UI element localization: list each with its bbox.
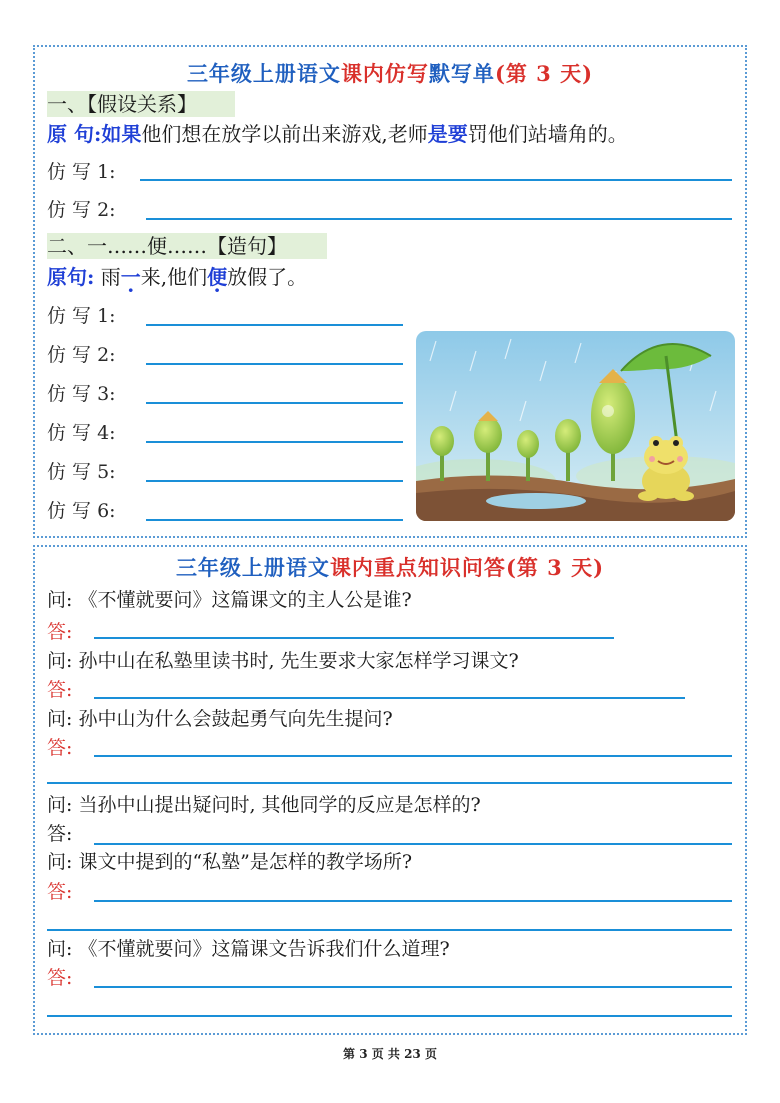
write-label: 仿 写 6: bbox=[47, 500, 116, 522]
heading-yi-bian: 二、一……便……【造句】 bbox=[47, 233, 327, 259]
answer-line[interactable] bbox=[94, 900, 732, 902]
write-label: 仿 写 2: bbox=[47, 199, 116, 221]
write-label: 仿 写 1: bbox=[47, 161, 116, 183]
write-label: 仿 写 1: bbox=[47, 305, 116, 327]
answer-label: 答: bbox=[47, 679, 73, 701]
section2-title: 三年级上册语文课内重点知识问答(第 3 天) bbox=[175, 555, 605, 580]
write-label: 仿 写 5: bbox=[47, 461, 116, 483]
answer-line[interactable] bbox=[146, 519, 403, 521]
section1-title: 三年级上册语文课内仿写默写单(第 3 天) bbox=[186, 61, 594, 86]
answer-line[interactable] bbox=[94, 697, 685, 699]
question-2: 问: 孙中山在私塾里读书时, 先生要求大家怎样学习课文? bbox=[47, 650, 519, 672]
question-4: 问: 当孙中山提出疑问时, 其他同学的反应是怎样的? bbox=[47, 794, 481, 816]
answer-line[interactable] bbox=[146, 402, 403, 404]
write-label: 仿 写 3: bbox=[47, 383, 116, 405]
question-3: 问: 孙中山为什么会鼓起勇气向先生提问? bbox=[47, 708, 393, 730]
answer-line[interactable] bbox=[47, 782, 732, 784]
question-1: 问: 《不懂就要问》这篇课文的主人公是谁? bbox=[47, 589, 412, 611]
answer-line[interactable] bbox=[146, 480, 403, 482]
heading-hypothesis: 一、【假设关系】 bbox=[47, 91, 235, 117]
question-6: 问: 《不懂就要问》这篇课文告诉我们什么道理? bbox=[47, 938, 450, 960]
page-footer: 第 3 页 共 23 页 bbox=[343, 1047, 437, 1061]
answer-label: 答: bbox=[47, 967, 73, 989]
answer-line[interactable] bbox=[140, 179, 732, 181]
write-label: 仿 写 4: bbox=[47, 422, 116, 444]
answer-line[interactable] bbox=[94, 843, 732, 845]
answer-label: 答: bbox=[47, 881, 73, 903]
answer-line[interactable] bbox=[146, 218, 732, 220]
original-sentence-1: 原 句:如果他们想在放学以前出来游戏,老师是要罚他们站墙角的。 bbox=[47, 122, 628, 146]
answer-line[interactable] bbox=[94, 755, 732, 757]
qa-section-box bbox=[33, 545, 747, 1035]
keyword-shiyao: 是要 bbox=[427, 122, 468, 146]
answer-line[interactable] bbox=[94, 637, 614, 639]
question-5: 问: 课文中提到的“私塾”是怎样的教学场所? bbox=[47, 851, 413, 873]
answer-label: 答: bbox=[47, 823, 73, 845]
answer-line[interactable] bbox=[146, 441, 403, 443]
answer-line[interactable] bbox=[47, 929, 732, 931]
answer-line[interactable] bbox=[146, 363, 403, 365]
answer-line[interactable] bbox=[94, 986, 732, 988]
frog-rain-illustration bbox=[416, 331, 735, 521]
answer-line[interactable] bbox=[146, 324, 403, 326]
answer-label: 答: bbox=[47, 737, 73, 759]
answer-label: 答: bbox=[47, 621, 73, 643]
frog-with-lotus-leaf-icon bbox=[416, 331, 735, 521]
write-label: 仿 写 2: bbox=[47, 344, 116, 366]
answer-line[interactable] bbox=[47, 1015, 732, 1017]
original-sentence-2: 原句: 雨一来,他们便放假了。 bbox=[47, 265, 308, 289]
